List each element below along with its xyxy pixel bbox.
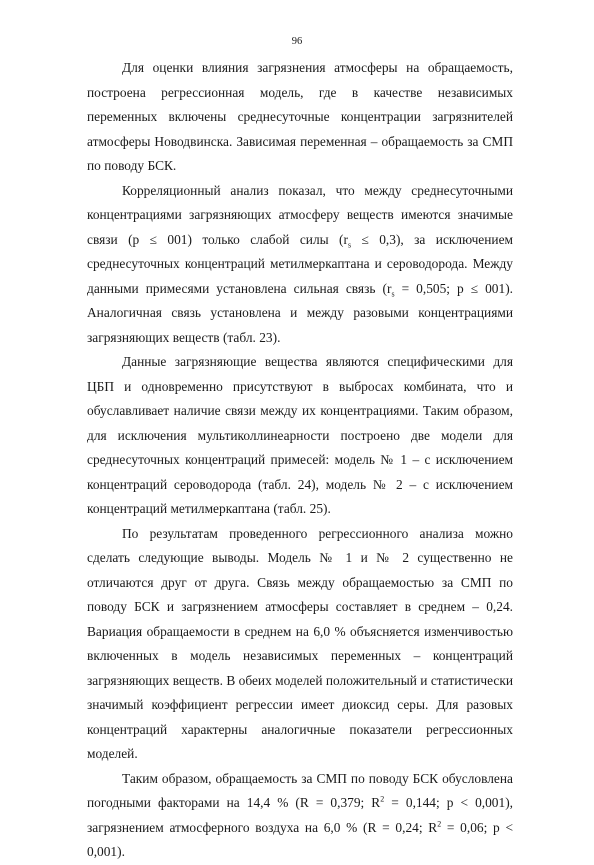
subscript: s	[391, 289, 395, 299]
paragraph-2	[87, 179, 513, 351]
text-run: = 0,06; p < 0,001).	[87, 819, 514, 859]
paragraph-3	[87, 350, 513, 522]
paragraph-5	[87, 767, 513, 865]
superscript: 2	[437, 819, 442, 829]
text-run: Корреляционный анализ показал, что между среднесуточными концентрациями загрязняющих атмосферу веществ имеются значимые связи (p ≤ 001) только слабой силы (r	[87, 182, 513, 247]
text-run: Данные загрязняющие вещества являются специфическими для ЦБП и одновременно присутствуют в выбросах комбината, что и обуславливает наличие связи между их концентрациями. Таким образом, для исключения мультиколлинеарности построено две модели для среднесуточных концентраций примесей: модель № 1 – с исключением концентраций сероводорода (табл. 24), модель № 2 – с исключением концентраций метилмеркаптана (табл. 25).	[87, 354, 513, 516]
text-run: ≤ 0,3), за исключением среднесуточных концентраций метилмеркаптана и сероводорода. Между данными примесями установлена сильная связь (r	[87, 231, 513, 296]
text-body	[87, 56, 513, 865]
superscript: 2	[380, 794, 385, 804]
text-run: По результатам проведенного регрессионного анализа можно сделать следующие выводы. Модель № 1 и № 2 существенно не отличаются друг от друга. Связь между обращаемостью за СМП по поводу БСК и загрязнением атмосферы составляет в среднем – 0,24. Вариация обращаемости в среднем на 6,0 % объясняется изменчивостью включенных в модель независимых переменных – концентраций загрязняющих веществ. В обеих моделей положительный и статистически значимый коэффициент регрессии имеет диоксид серы. Для разовых концентраций характерны аналогичные показатели регрессионных моделей.	[87, 525, 513, 761]
text-run: = 0,144; p < 0,001), загрязнением атмосферного воздуха на 6,0 % (R = 0,24; R	[87, 795, 514, 835]
text-run: Таким образом, обращаемость за СМП по поводу БСК обусловлена погодными факторами на 14,4 % (R = 0,379; R	[87, 770, 513, 810]
paragraph-4	[87, 522, 513, 767]
page-number: 96	[291, 36, 303, 47]
paragraph-1	[87, 56, 513, 179]
text-run: Для оценки влияния загрязнения атмосферы на обращаемость, построена регрессионная модель, где в качестве независимых переменных включены среднесуточные концентрации загрязнителей атмосферы Новодвинска. Зависимая переменная – обращаемость за СМП по поводу БСК.	[87, 60, 513, 173]
text-run: = 0,505; p ≤ 001). Аналогичная связь установлена и между разовыми концентрациями загрязняющих веществ (табл. 23).	[87, 280, 514, 345]
subscript: s	[347, 240, 352, 250]
